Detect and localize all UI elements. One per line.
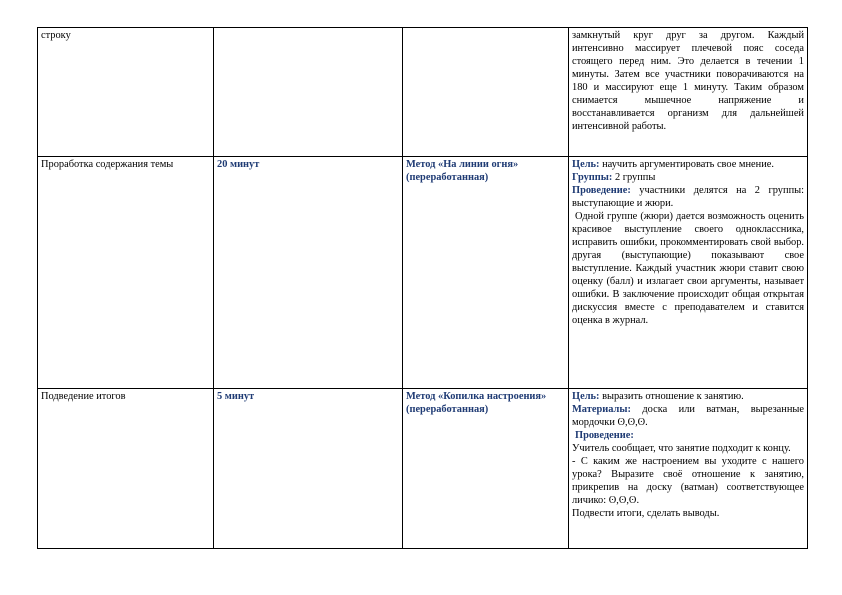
materials-text: доска или ватман, вырезанные мордочки ʘ,ʘ,ʘ. [572, 404, 804, 428]
time-text: 20 минут [217, 159, 260, 170]
procedure-text: участники делятся на 2 группы: выступающие и жюри. [572, 185, 804, 209]
goal-line [572, 158, 804, 171]
procedure-label: Проведение: [575, 430, 634, 441]
table-row [38, 157, 808, 389]
description-text: замкнутый круг друг за другом. Каждый интенсивно массирует плечевой пояс соседа стоящего перед ним. Это делается в течении 1 минуты. Затем все участники поворачиваются на 180 и массируют еще 1 минуту. Таким образом снимается мышечное напряжение и восстанавливается организм для дальнейшей интенсивной работы. [572, 30, 804, 132]
groups-text: 2 группы [612, 172, 656, 183]
stage-text: Подведение итогов [41, 391, 126, 402]
materials-label: Материалы: [572, 404, 631, 415]
method-cell [403, 157, 569, 389]
procedure-line-3: Подвести итоги, сделать выводы. [572, 508, 720, 519]
description-cell [569, 389, 808, 549]
goal-label: Цель: [572, 159, 600, 170]
description-cell [569, 157, 808, 389]
stage-cell [38, 28, 214, 157]
groups-label: Группы: [572, 172, 613, 183]
method-text: Метод «На линии огня» (переработанная) [406, 159, 519, 183]
procedure-line [572, 429, 804, 442]
table-row [38, 389, 808, 549]
stage-text: Проработка содержания темы [41, 159, 174, 170]
table-row [38, 28, 808, 157]
method-cell [403, 28, 569, 157]
method-text: Метод «Копилка настроения» (переработанная) [406, 391, 547, 415]
stage-cell [38, 389, 214, 549]
stage-text: строку [41, 30, 71, 41]
goal-label: Цель: [572, 391, 600, 402]
goal-text: выразить отношение к занятию. [599, 391, 744, 402]
materials-line [572, 403, 804, 429]
time-text: 5 минут [217, 391, 255, 402]
stage-cell [38, 157, 214, 389]
procedure-line-2: - С каким же настроением вы уходите с нашего урока? Выразите своё отношение к занятию, прикрепив на доску (ватман) соответствующее личико: ʘ,ʘ,ʘ. [572, 456, 804, 506]
method-cell [403, 389, 569, 549]
lesson-plan-table [37, 27, 808, 549]
description-cell [569, 28, 808, 157]
procedure-details: Одной группе (жюри) дается возможность оценить красивое выступление своего одноклассника, исправить ошибки, прокомментировать свой выбор. другая (выступающие) показывают свое выступление. Каждый участник жюри ставит свою оценку (балл) и излагает свои аргументы, называет ошибки. В заключение происходит общая открытая дискуссия вместе с преподавателем и ставится оценка в журнал. [572, 211, 804, 326]
time-cell [214, 389, 403, 549]
time-cell [214, 28, 403, 157]
groups-line [572, 171, 804, 184]
goal-line [572, 390, 804, 403]
time-cell [214, 157, 403, 389]
procedure-line-1: Учитель сообщает, что занятие подходит к концу. [572, 443, 791, 454]
procedure-label: Проведение: [572, 185, 631, 196]
goal-text: научить аргументировать свое мнение. [599, 159, 774, 170]
procedure-line [572, 184, 804, 210]
